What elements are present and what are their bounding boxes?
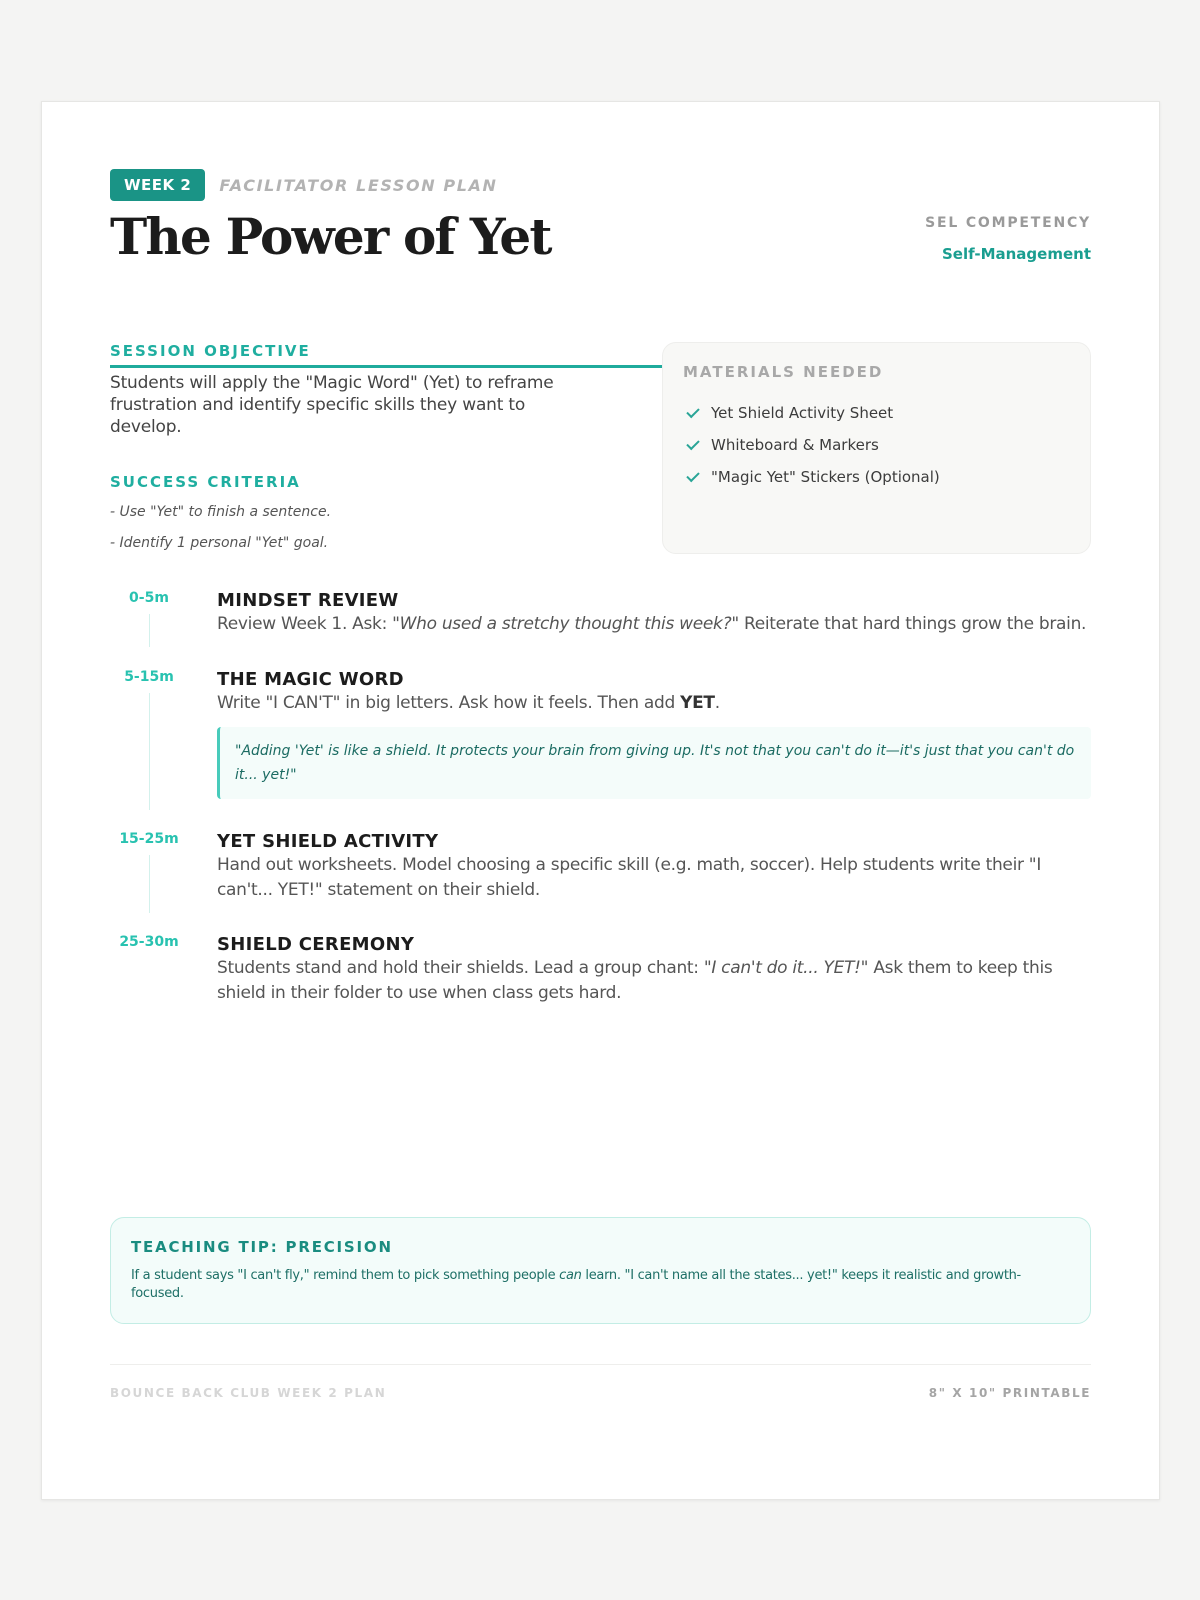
facilitator-quote: "Adding 'Yet' is like a shield. It protects your brain from giving up. It's not that you can't do it—it's just that you can't do it... yet!" [217,727,1091,799]
material-text: Whiteboard & Markers [711,436,879,454]
tip-text-part: learn. "I can't name all the states... yet!" keeps it realistic and growth-focused. [131,1268,1021,1301]
timeline-step [110,831,1091,934]
step-text: . [714,693,720,713]
success-criteria-label: SUCCESS CRITERIA [110,473,301,491]
step-body [217,590,1091,637]
timeline-step [110,590,1091,669]
timeline-step [110,669,1091,831]
footer-format: 8" X 10" PRINTABLE [928,1386,1091,1400]
step-body [217,669,1091,799]
teaching-tip-label: TEACHING TIP: PRECISION [131,1238,393,1256]
timeline-line [149,614,150,647]
step-title: SHIELD CEREMONY [217,934,415,955]
competency-value: Self-Management [941,245,1091,263]
step-text: Ask them to keep this shield in their folder to use when class gets hard. [217,958,1053,1003]
step-time: 5-15m [124,669,174,685]
objective-section [110,342,570,565]
step-description [217,612,1091,637]
material-text: "Magic Yet" Stickers (Optional) [711,468,940,486]
teaching-tip-card [110,1217,1091,1324]
footer-title: BOUNCE BACK CLUB WEEK 2 PLAN [110,1386,387,1400]
footer-divider [110,1364,1091,1365]
step-quote-inline: "Who used a stretchy thought this week?" [392,614,739,634]
lesson-plan-page [41,101,1160,1500]
check-icon [686,404,699,417]
material-item [683,397,1070,429]
eyebrow-label: FACILITATOR LESSON PLAN [219,175,498,195]
competency-label: SEL COMPETENCY [925,215,1091,231]
tip-emphasis: can [559,1268,582,1283]
step-description [217,956,1091,1006]
material-item [683,429,1070,461]
step-bold-word: YET [680,693,715,713]
material-text: Yet Shield Activity Sheet [711,404,894,422]
eyebrow [110,169,498,201]
criteria-item: - Identify 1 personal "Yet" goal. [110,535,329,551]
step-time: 25-30m [119,934,179,950]
week-badge: WEEK 2 [110,169,205,201]
step-text: Reiterate that hard things grow the brain. [738,614,1087,634]
page-content [110,102,1091,1499]
step-time: 0-5m [129,590,169,606]
check-icon [686,436,699,449]
sel-competency [925,215,1091,263]
materials-list [683,397,1070,493]
step-text: Students stand and hold their shields. Lead a group chant: [217,958,704,978]
step-text: Write "I CAN'T" in big letters. Ask how it feels. Then add [217,693,681,713]
step-time: 15-25m [119,831,179,847]
materials-card [662,342,1091,554]
step-description: Hand out worksheets. Model choosing a specific skill (e.g. math, soccer). Help students write their "I can't... YET!" statement on their shield. [217,855,1042,900]
step-body [217,934,1091,1006]
check-icon [686,468,699,481]
step-title: THE MAGIC WORD [217,669,404,690]
teaching-tip-text [131,1267,1070,1303]
success-criteria-list [110,503,570,565]
objective-text: Students will apply the "Magic Word" (Yet) to reframe frustration and identify specific skills they want to develop. [110,373,554,437]
tip-text-part: If a student says "I can't fly," remind them to pick something people [131,1268,560,1283]
objective-label: SESSION OBJECTIVE [110,342,311,360]
step-description [217,691,1091,716]
step-title: YET SHIELD ACTIVITY [217,831,439,852]
step-title: MINDSET REVIEW [217,590,399,611]
timeline-step [110,934,1091,1006]
timeline-line [149,693,150,810]
materials-label: MATERIALS NEEDED [683,363,884,381]
step-quote-inline: "I can't do it... YET!" [703,958,869,978]
step-body [217,831,1091,903]
page-title: The Power of Yet [110,207,551,266]
timeline-line [149,855,150,913]
criteria-item: - Use "Yet" to finish a sentence. [110,504,332,520]
material-item [683,461,1070,493]
lesson-timeline [110,590,1091,1006]
step-text: Review Week 1. Ask: [217,614,393,634]
